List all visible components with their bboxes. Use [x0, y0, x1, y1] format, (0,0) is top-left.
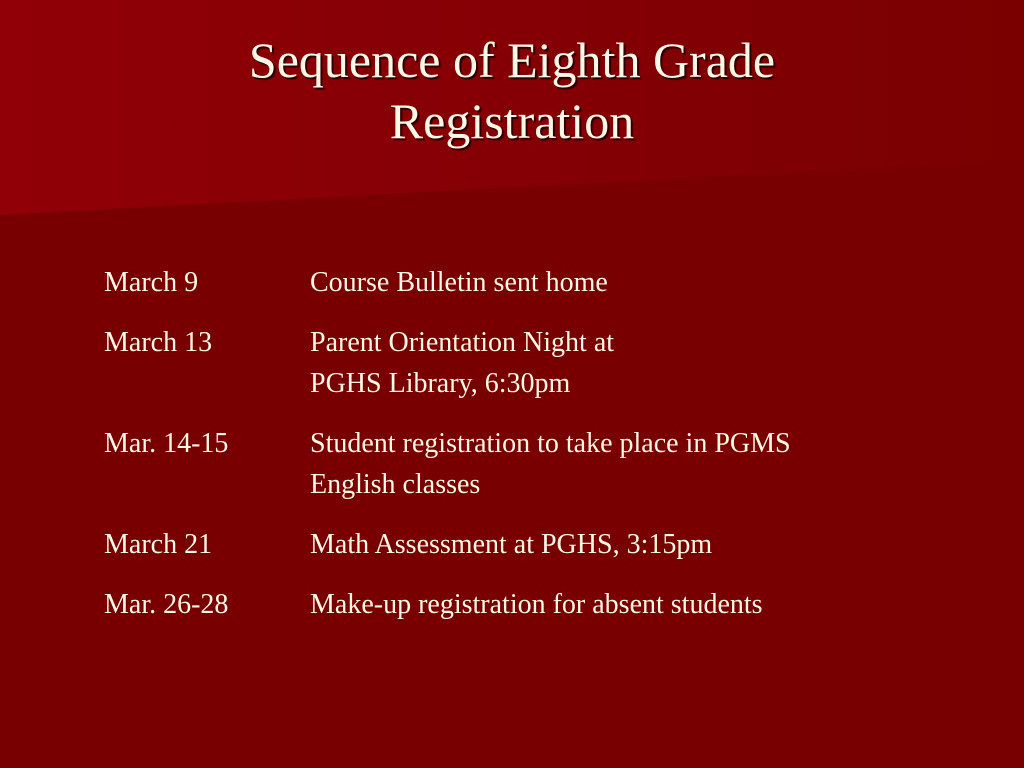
schedule-table: [104, 262, 964, 644]
schedule-description: [310, 322, 964, 404]
title-line-1: Sequence of Eighth Grade: [248, 32, 776, 88]
schedule-description-line: Math Assessment at PGHS, 3:15pm: [310, 529, 713, 560]
schedule-description-line: English classes: [310, 469, 481, 500]
schedule-date: Mar. 14-15: [104, 428, 229, 459]
page-title: [0, 30, 1024, 152]
schedule-date: March 13: [104, 327, 213, 358]
schedule-description: [310, 423, 964, 505]
schedule-description-line: PGHS Library, 6:30pm: [310, 368, 571, 399]
schedule-row: [104, 423, 964, 505]
schedule-description: [310, 524, 964, 565]
schedule-date: Mar. 26-28: [104, 589, 229, 620]
schedule-date: March 21: [104, 529, 213, 560]
schedule-row: [104, 262, 964, 303]
schedule-row: [104, 322, 964, 404]
schedule-description-line: Course Bulletin sent home: [310, 267, 608, 298]
title-line-2: Registration: [389, 93, 635, 149]
schedule-description-line: Student registration to take place in PGMS: [310, 428, 791, 459]
schedule-description: [310, 262, 964, 303]
schedule-row: [104, 584, 964, 625]
schedule-date: March 9: [104, 267, 199, 298]
schedule-description-line: Make-up registration for absent students: [310, 589, 763, 620]
schedule-row: [104, 524, 964, 565]
schedule-description: [310, 584, 964, 625]
schedule-description-line: Parent Orientation Night at: [310, 327, 615, 358]
